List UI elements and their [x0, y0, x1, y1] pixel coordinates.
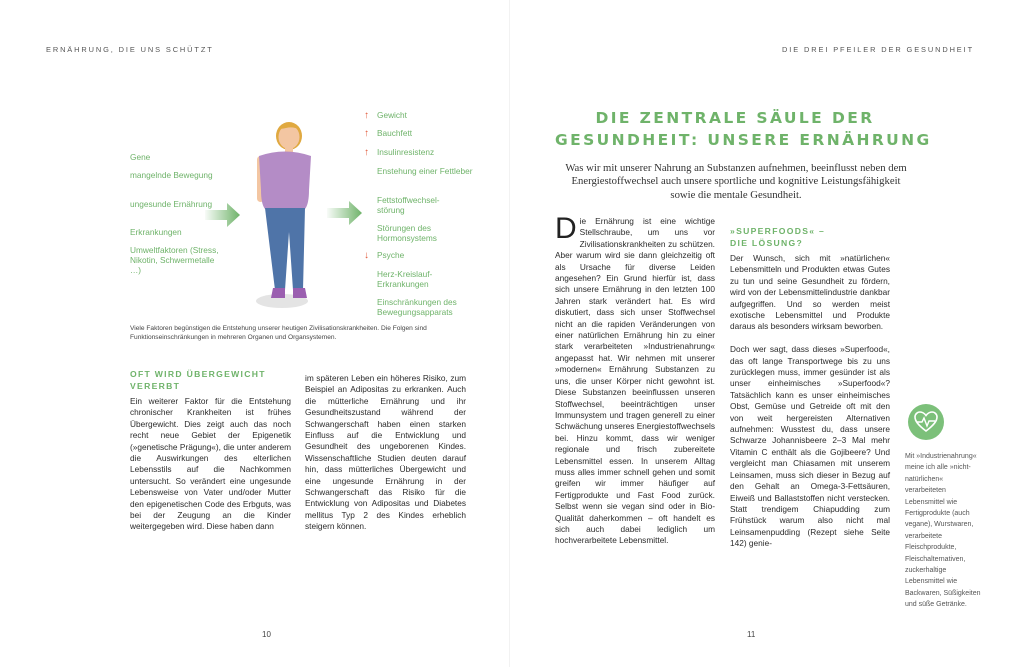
arrow-right-icon — [327, 199, 363, 227]
arrow-up-icon: ↑ — [364, 110, 369, 121]
body-text: ie Ernährung ist eine wichtige Stellschraube, um uns vor Zivilisationskrankheiten zu schützen. Aber warum wird sie dann gleichzeitig oft als Ursache für diverse Leiden angesehen? Ein Grund hierfür ist, dass sich unsere Ernährung in den letzten 100 Jahren stark verändert hat. Es wird diskutiert, dass sich unser Stoffwechsel nicht an die rapiden Veränderungen von einer natürlichen Ernährung hin zu einer stark verarbeiteten »Industrienahrung« angepasst hat. Wir nehmen mit unserer »modernen« Ernährung Substanzen zu uns, die unser Körper nicht gewohnt ist. Diese Substanzen beeinflussen unseren Stoffwechsel, beeinträchtigen unser Immunsystem und tragen generell zu einer Schwächung unseres Energiestoffwechsels bei. Hinzu kommt, dass wir weniger regionale und frisch zubereitete Lebensmittel essen. In unserem Alltag muss alles immer schnell gehen und somit greifen wir immer häufiger auf Fertigprodukte und Fast Food zurück. Selbst wenn sie vegan sind oder in Bio-Qualität daherkommen – oft handelt es sich auch dabei lediglich um hochverarbeitete Lebensmittel. — [555, 216, 715, 546]
cause-item: Gene — [130, 152, 151, 162]
running-head-left: ERNÄHRUNG, DIE UNS SCHÜTZT — [46, 45, 214, 54]
subhead-line: DIE LÖSUNG? — [730, 237, 804, 248]
effect-item: Störungen des Hormonsystems — [377, 223, 437, 244]
effect-item: Gewicht — [377, 110, 407, 120]
effect-item: Herz-Kreislauf-Erkrankungen — [377, 269, 433, 290]
arrow-up-icon: ↑ — [364, 147, 369, 158]
body-column: Ein weiterer Faktor für die Entstehung chronischer Krankheiten ist frühes Übergewicht. Dies zeigt auch das noch recht neue Gebiet der Epigenetik (»genetische Prägung«), die unter anderem die Auswirkungen des elterlichen Lebensstils auf die Nachkommen untersucht. So verändert eine ungesunde Lebensweise von Vater und/oder Mutter den epigenetischen Code des Erbguts, was bei der Zeugung an die Kinder weitergegeben wird. Diese haben dann — [130, 396, 291, 532]
running-head-right: DIE DREI PFEILER DER GESUNDHEIT — [782, 45, 974, 54]
page-number-right: 11 — [747, 630, 756, 639]
page-title-line: GESUNDHEIT: UNSERE ERNÄHRUNG — [555, 130, 932, 149]
effect-item: Insulinresistenz — [377, 147, 435, 157]
heart-rate-icon — [908, 404, 944, 440]
arrow-up-icon: ↑ — [364, 128, 369, 139]
effect-item: Fettstoffwechsel-störung — [377, 195, 440, 216]
effect-item: Psyche — [377, 250, 405, 260]
effect-item: Einschränkungen des Bewegungsapparats — [377, 297, 457, 318]
effect-item: Enstehung einer Fettleber — [377, 166, 473, 176]
page-number-left: 10 — [262, 630, 271, 639]
woman-figure-illustration — [253, 112, 311, 312]
page-title-line: DIE ZENTRALE SÄULE DER — [595, 109, 875, 127]
cause-item: ungesunde Ernährung — [130, 199, 213, 209]
effects-list — [364, 0, 494, 330]
section-subhead — [730, 226, 890, 249]
subhead-line: »SUPERFOODS« – — [730, 226, 826, 236]
page-gutter — [509, 0, 510, 667]
cause-item: Umweltfaktoren (Stress, Nikotin, Schwermetalle …) — [130, 245, 219, 276]
arrow-down-icon: ↓ — [364, 250, 369, 261]
page-title — [555, 108, 932, 151]
body-paragraph: Doch wer sagt, dass dieses »Superfood«, das oft lange Transportwege bis zu uns zurücklegen muss, immer gesünder ist als unser einheimisches »Superfood«? Tatsächlich kann es unser einheimisches Obst, Gemüse und Getreide oft mit den von weit hergereisten Alternativen aufnehmen: Wusstest du, dass unsere Schwarze Johannisbeere 2–3 Mal mehr Vitamin C enthält als die Gojibeere? Und vergleicht man Chiasamen mit unserem Leinsamen, muss sich dieser in Bezug auf den Gehalt an Omega-3-Fettsäuren, Eiweiß und Ballaststoffen nicht verstecken. Statt trendigem Chiapudding zum Frühstück warum also nicht mal Leinsamenpudding (Rezept siehe Seite 142) genie- — [730, 344, 890, 549]
cause-item: Erkrankungen — [130, 227, 182, 237]
body-column: im späteren Leben ein höheres Risiko, zum Beispiel an Adipositas zu erkranken. Auch die mütterliche Ernährung und ihr Gesundheitszustand während der Schwangerschaft haben einen starken Einfluss auf die Entwicklung und Gesundheit des ungeborenen Kindes. Wissenschaftliche Studien deuten darauf hin, dass mütterliches Übergewicht und eine ungesunde Ernährung in der Schwangerschaft das Risiko für die Entwicklung von Adipositas und Diabetes mellitus Typ 2 des Kindes erheblich steigern können. — [305, 373, 466, 532]
body-column — [730, 253, 890, 550]
section-subhead: OFT WIRD ÜBERGEWICHT VERERBT — [130, 369, 266, 391]
body-paragraph: Der Wunsch, sich mit »natürlichen« Lebensmitteln und Produkten etwas Gutes zu tun und seine Gesundheit zu fördern, wird von der Lebensmittelindustrie dankbar aufgegriffen. Und so werden meist exotische Lebensmittel und Produkte daraus als besonders wirksam beworben. — [730, 253, 890, 332]
side-note: Mit »Industrienahrung« meine ich alle »nicht-natürlichen« verarbeiteten Lebensmittel wie Fertigprodukte (auch vegane), Wurstwaren, verarbeitete Fleischprodukte, Fleischalternativen, zuckerhaltige Lebensmittel wie Backwaren, Süßigkeiten und süße Getränke. — [905, 453, 981, 609]
infographic-caption: Viele Faktoren begünstigen die Entstehung unserer heutigen Zivilisationskrankheiten. Die Folgen sind Funktionseinschränkungen in mehreren Organen und Organsystemen. — [130, 325, 427, 342]
cause-item: mangelnde Bewegung — [130, 170, 213, 180]
arrow-right-icon — [205, 201, 241, 229]
body-column — [555, 212, 715, 547]
effect-item: Bauchfett — [377, 128, 413, 138]
drop-cap: D — [555, 212, 577, 245]
lead-paragraph: Was wir mit unserer Nahrung an Substanzen aufnehmen, beeinflusst neben dem Energiestoffwechsel auch unsere sportliche und kognitive Leistungsfähigkeit sowie die mentale Gesundheit. — [565, 162, 907, 201]
